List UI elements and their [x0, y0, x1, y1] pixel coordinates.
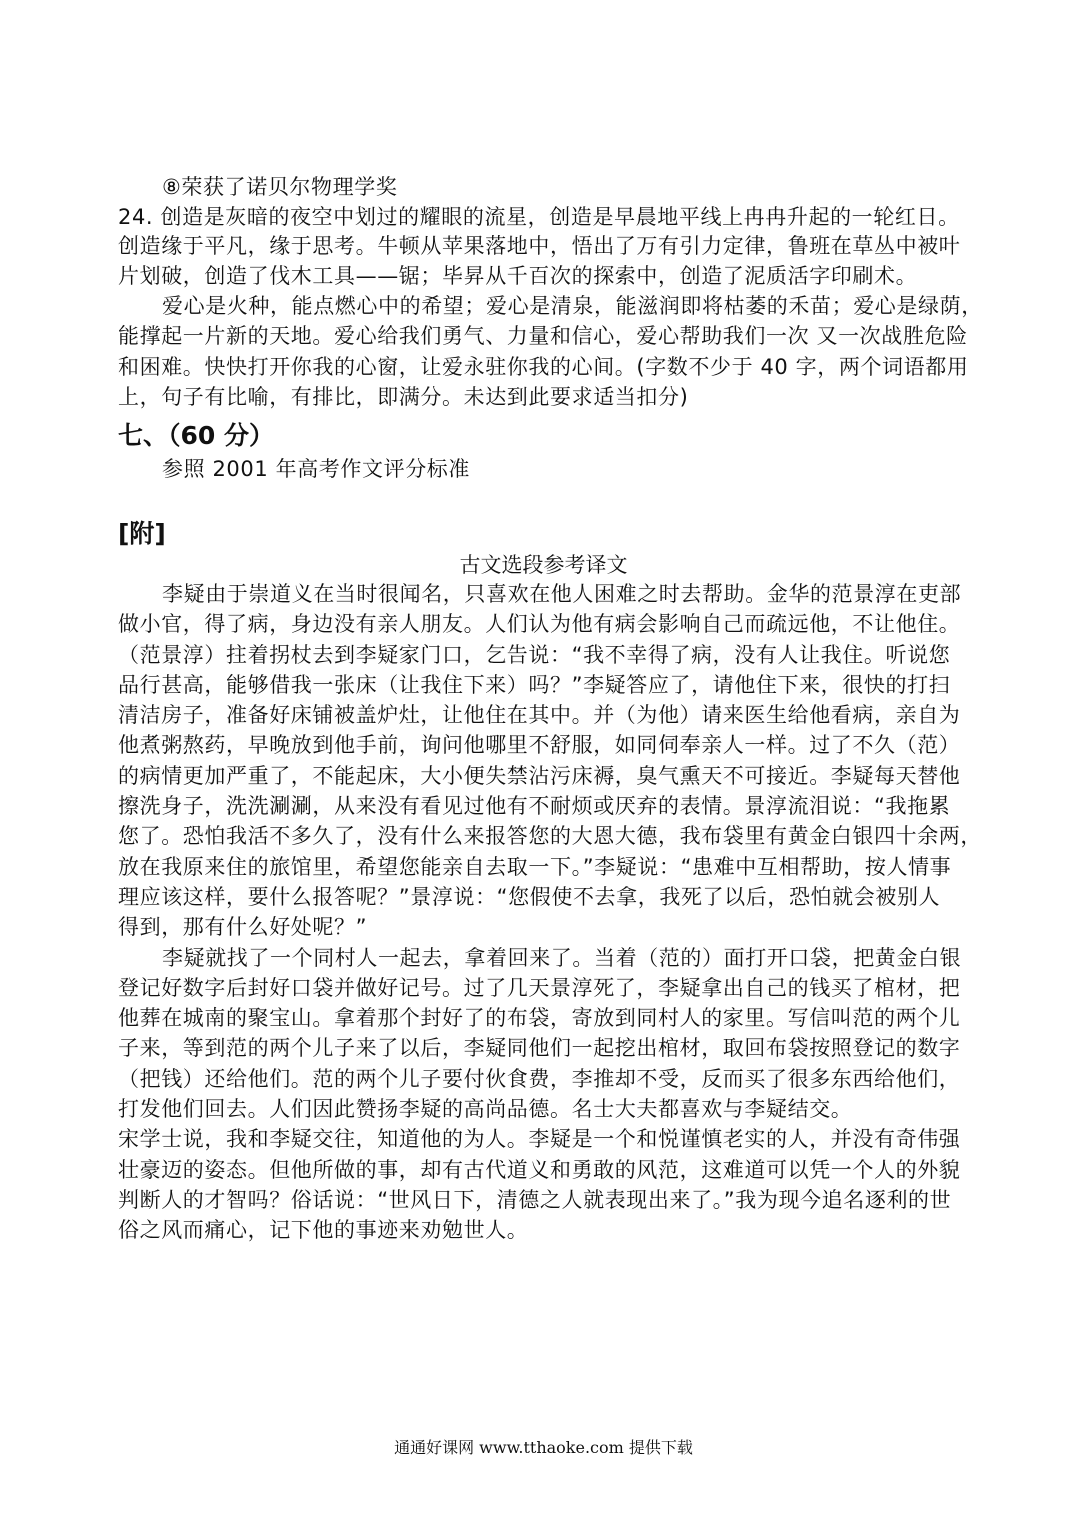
text-line: 片划破，创造了伐木工具——锯；毕昇从千百次的探索中，创造了泥质活字印刷术。: [118, 264, 918, 288]
text-line: 壮豪迈的姿态。但他所做的事，却有古代道义和勇敢的风范，这难道可以凭一个人的外貌: [118, 1158, 961, 1182]
text-line: 品行甚高，能够借我一张床（让我住下来）吗？”李疑答应了，请他住下来，很快的打扫: [118, 673, 951, 697]
text-line: 宋学士说，我和李疑交往，知道他的为人。李疑是一个和悦谨慎老实的人，并没有奇伟强: [118, 1127, 961, 1151]
text-line: 得到，那有什么好处呢？”: [118, 915, 368, 939]
text-line: 他葬在城南的聚宝山。拿着那个封好了的布袋，寄放到同村人的家里。写信叫范的两个儿: [118, 1006, 961, 1030]
text-line: 李疑就找了一个同村人一起去，拿着回来了。当着（范的）面打开口袋，把黄金白银: [162, 946, 962, 970]
text-line: 判断人的才智吗？俗话说：“世风日下，清德之人就表现出来了。”我为现今追名逐利的世: [118, 1188, 952, 1212]
text-line: 放在我原来住的旅馆里，希望您能亲自去取一下。”李疑说：“患难中互相帮助，按人情事: [118, 855, 952, 879]
text-line: ⑧荣获了诺贝尔物理学奖: [162, 175, 398, 199]
text-line: 和困难。快快打开你我的心窗，让爱永驻你我的心间。(字数不少于 40 字，两个词语都用: [118, 355, 969, 379]
text-line: 子来，等到范的两个儿子来了以后，李疑同他们一起挖出棺材，取回布袋按照登记的数字: [118, 1036, 961, 1060]
text-line: 您了。恐怕我活不多久了，没有什么来报答您的大恩大德，我布袋里有黄金白银四十余两，: [118, 824, 982, 848]
text-line: 俗之风而痛心，记下他的事迹来劝勉世人。: [118, 1218, 529, 1242]
text-line: 做小官，得了病，身边没有亲人朋友。人们认为他有病会影响自己而疏远他，不让他住。: [118, 612, 961, 636]
text-line: 李疑由于崇道义在当时很闻名，只喜欢在他人困难之时去帮助。金华的范景淳在吏部: [162, 582, 962, 606]
text-line: （范景淳）拄着拐杖去到李疑家门口，乞告说：“我不幸得了病，没有人让我住。听说您: [118, 643, 951, 667]
text-line: 擦洗身子，洗洗涮涮，从来没有看见过他有不耐烦或厌弃的表情。景淳流泪说：“我拖累: [118, 794, 951, 818]
text-line: 登记好数字后封好口袋并做好记号。过了几天景淳死了，李疑拿出自己的钱买了棺材，把: [118, 976, 961, 1000]
text-line: 他煮粥熬药，早晚放到他手前，询问他哪里不舒服，如同伺奉亲人一样。过了不久（范）: [118, 733, 961, 757]
text-line: 24. 创造是灰暗的夜空中划过的耀眼的流星，创造是早晨地平线上冉冉升起的一轮红日。: [118, 205, 960, 229]
text-line: 打发他们回去。人们因此赞扬李疑的高尚品德。名士大夫都喜欢与李疑结交。: [118, 1097, 853, 1121]
section-heading: 七、（60 分）: [118, 421, 274, 450]
page-footer: 通通好课网 www.tthaoke.com 提供下载: [394, 1438, 693, 1457]
appendix-heading: [附]: [118, 519, 166, 548]
text-line: 清洁房子，准备好床铺被盖炉灶，让他住在其中。并（为他）请来医生给他看病，亲自为: [118, 703, 961, 727]
text-line: 理应该这样，要什么报答呢？”景淳说：“您假使不去拿，我死了以后，恐怕就会被别人: [118, 885, 941, 909]
text-line: 能撑起一片新的天地。爱心给我们勇气、力量和信心，爱心帮助我们一次 又一次战胜危险: [118, 324, 968, 348]
text-line: 的病情更加严重了，不能起床，大小便失禁沾污床褥，臭气熏天不可接近。李疑每天替他: [118, 764, 961, 788]
translation-title: 古文选段参考译文: [459, 553, 628, 577]
text-line: 参照 2001 年高考作文评分标准: [162, 457, 470, 481]
text-line: （把钱）还给他们。范的两个儿子要付伙食费，李推却不受，反而买了很多东西给他们，: [118, 1067, 961, 1091]
text-line: 创造缘于平凡，缘于思考。牛顿从苹果落地中，悟出了万有引力定律，鲁班在草丛中被叶: [118, 234, 961, 258]
text-line: 爱心是火种，能点燃心中的希望；爱心是清泉，能滋润即将枯萎的禾苗；爱心是绿荫，: [162, 294, 983, 318]
text-line: 上，句子有比喻，有排比，即满分。未达到此要求适当扣分): [118, 385, 689, 409]
